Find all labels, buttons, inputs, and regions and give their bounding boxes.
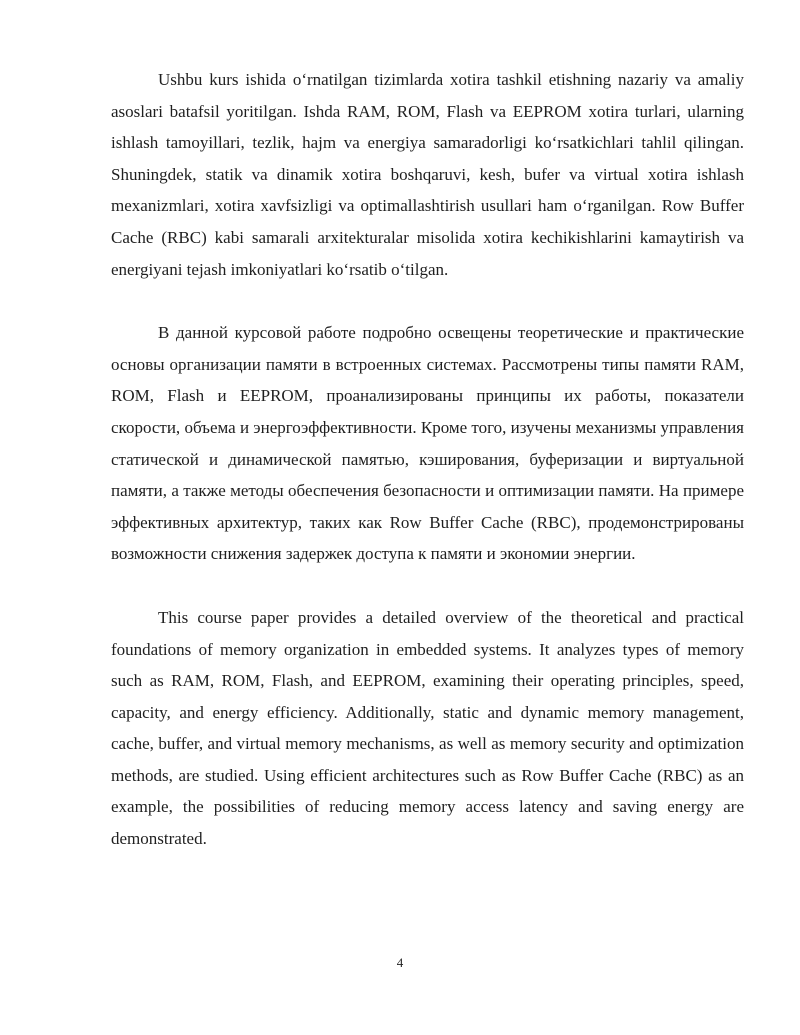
abstract-english-paragraph: This course paper provides a detailed overview of the theoretical and practical foundations of memory organization in embedded systems. It analyzes types of memory such as RAM, ROM, Flash, and EEPROM, examining their operating principles, speed, capacity, and energy efficiency. Additionally, static and dynamic memory management, cache, buffer, and virtual memory mechanisms, as well as memory security and optimization methods, are studied. Using efficient architectures such as Row Buffer Cache (RBC) as an example, the possibilities of reducing memory access latency and saving energy are demonstrated. [111,607,744,849]
abstract-russian-paragraph: В данной курсовой работе подробно освещены теоретические и практические основы организации памяти в встроенных системах. Рассмотрены типы памяти RAM, ROM, Flash и EEPROM, проанализированы принципы их работы, показатели скорости, объема и энергоэффективности. Кроме того, изучены механизмы управления статической и динамической памятью, кэширования, буферизации и виртуальной памяти, а также методы обеспечения безопасности и оптимизации памяти. На примере эффективных архитектур, таких как Row Buffer Cache (RBC), продемонстрированы возможности снижения задержек доступа к памяти и экономии энергии. [111,323,744,564]
abstract-uzbek-paragraph: Ushbu kurs ishida oʻrnatilgan tizimlarda xotira tashkil etishning nazariy va amaliy asoslari batafsil yoritilgan. Ishda RAM, ROM, Flash va EEPROM xotira turlari, ularning ishlash tamoyillari, tezlik, hajm va energiya samaradorligi koʻrsatkichlari tahlil qilingan. Shuningdek, statik va dinamik xotira boshqaruvi, kesh, bufer va virtual xotira ishlash mexanizmlari, xotira xavfsizligi va optimallashtirish usullari ham oʻrganilgan. Row Buffer Cache (RBC) kabi samarali arxitekturalar misolida xotira kechikishlarini kamaytirish va energiyani tejash imkoniyatlari koʻrsatib oʻtilgan. [111,70,744,279]
page-number: 4 [396,955,404,970]
document-page [111,64,744,855]
